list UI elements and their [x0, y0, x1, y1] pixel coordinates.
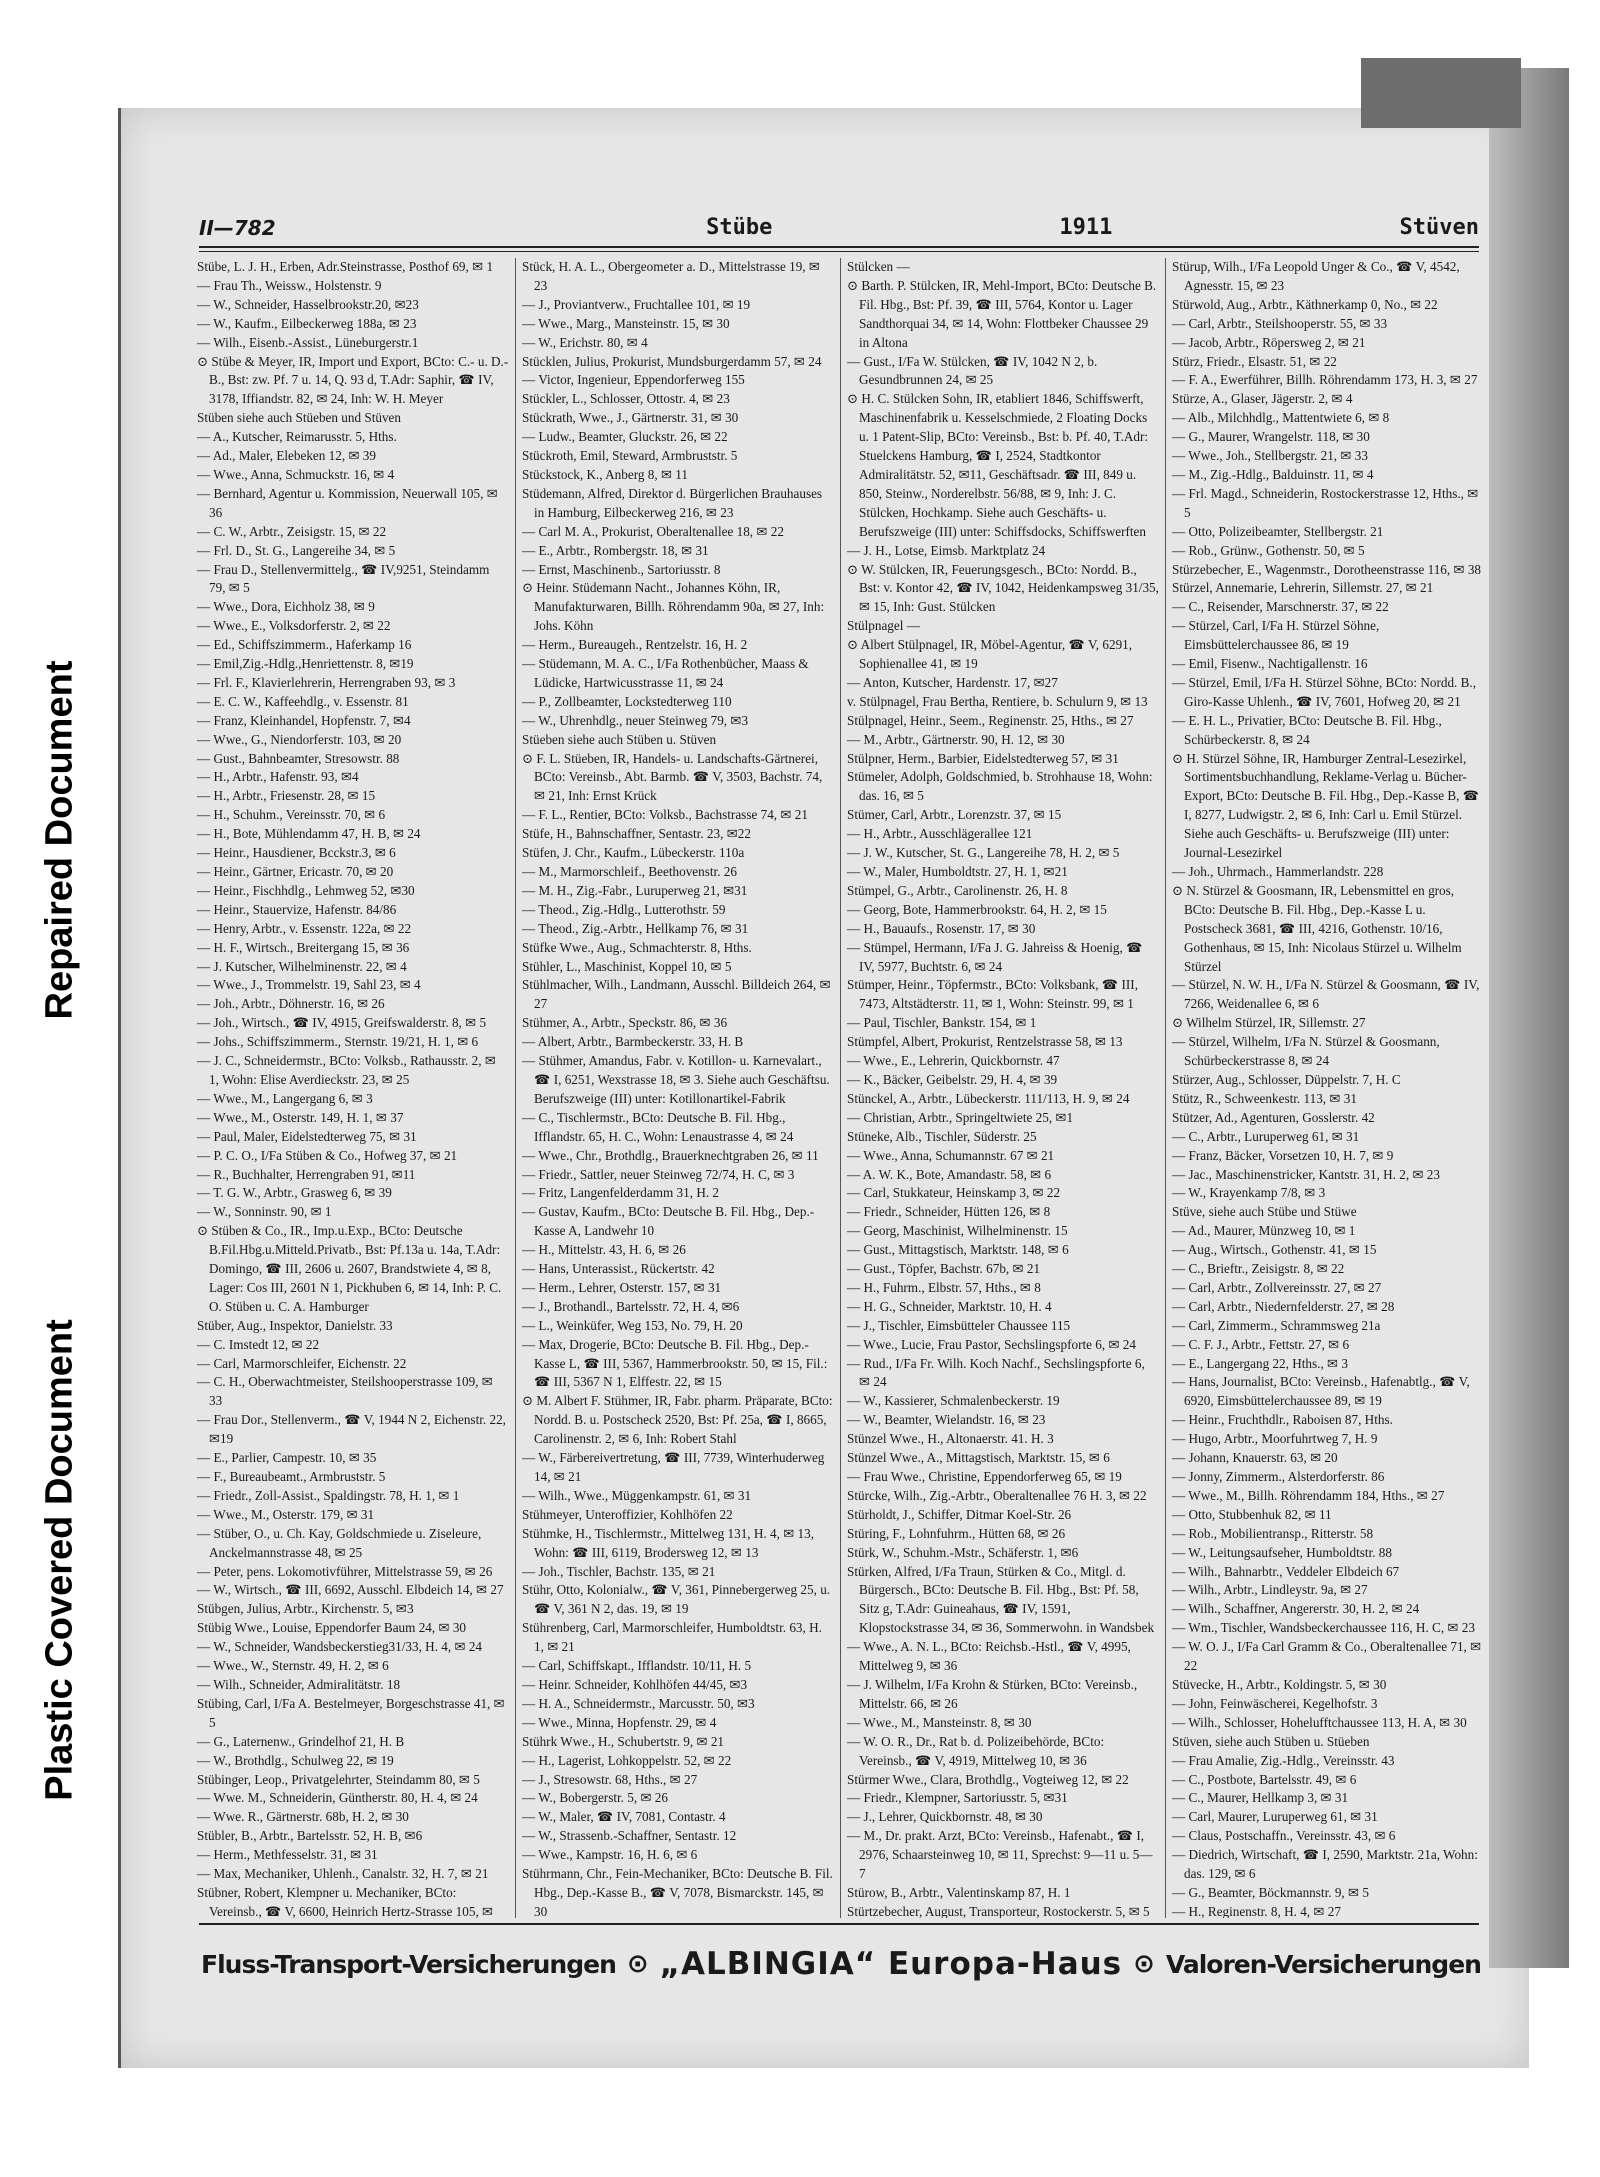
directory-entry: — Friedr., Sattler, neuer Steinweg 72/74, H. C, ✉ 3 [522, 1166, 795, 1182]
side-label-bar [0, 0, 120, 2177]
directory-entry: — M., Arbtr., Gärtnerstr. 90, H. 12, ✉ 30 [847, 731, 1065, 747]
directory-columns [191, 258, 1491, 1918]
directory-entry: — Wwe., Anna, Schmuckstr. 16, ✉ 4 [197, 466, 395, 482]
directory-entry: — Hugo, Arbtr., Moorfuhrtweg 7, H. 9 [1172, 1431, 1378, 1447]
header-rule-thin [199, 251, 1479, 252]
directory-entry: — Wwe., M., Mansteinstr. 8, ✉ 30 [847, 1714, 1032, 1730]
directory-entry: Stümpfel, Albert, Prokurist, Rentzelstrasse 58, ✉ 13 [847, 1034, 1123, 1050]
directory-entry: Stümeler, Adolph, Goldschmied, b. Strohhause 18, Wohn: das. 16, ✉ 5 [847, 769, 1153, 804]
directory-entry: — W., Wirtsch., ☎ III, 6692, Ausschl. Elbdeich 14, ✉ 27 [197, 1582, 504, 1598]
directory-entry: — Frau Amalie, Zig.-Hdlg., Vereinsstr. 43 [1172, 1752, 1395, 1768]
directory-entry: — Wwe. M., Schneiderin, Güntherstr. 80, H. 4, ✉ 24 [197, 1790, 478, 1806]
directory-entry: — Peter, pens. Lokomotivführer, Mittelstrasse 59, ✉ 26 [197, 1563, 493, 1579]
directory-entry: — Wilh., Schneider, Admiralitätstr. 18 [197, 1676, 401, 1692]
directory-column-4 [1166, 258, 1491, 1918]
directory-entry: — Gust., Bahnbeamter, Stresowstr. 88 [197, 750, 400, 766]
directory-column-1 [191, 258, 516, 1918]
directory-entry: — Heinr., Stauervize, Hafenstr. 84/86 [197, 901, 397, 917]
directory-entry: — Carl, Zimmerm., Schrammsweg 21a [1172, 1317, 1381, 1333]
directory-entry: — H., Bote, Mühlendamm 47, H. B, ✉ 24 [197, 826, 421, 842]
directory-entry: — Fritz, Langenfelderdamm 31, H. 2 [522, 1185, 720, 1201]
directory-entry: — Wwe., Lucie, Frau Pastor, Sechslingspforte 6, ✉ 24 [847, 1336, 1136, 1352]
directory-entry: — M., Dr. prakt. Arzt, BCto: Vereinsb., Hafenabt., ☎ I, 2976, Schaarsteinweg 10, ✉ 11, Sprechst: 9—11 u. 5—7 [847, 1828, 1153, 1882]
directory-entry: — Rob., Grünw., Gothenstr. 50, ✉ 5 [1172, 542, 1365, 558]
directory-entry: Stürzel, Annemarie, Lehrerin, Sillemstr. 27, ✉ 21 [1172, 580, 1434, 596]
directory-entry: — W., Maler, ☎ IV, 7081, Contastr. 4 [522, 1809, 726, 1825]
directory-entry: — Rud., I/Fa Fr. Wilh. Koch Nachf., Sechslingspforte 6, ✉ 24 [847, 1355, 1145, 1390]
directory-entry: Stührk Wwe., H., Schubertstr. 9, ✉ 21 [522, 1733, 725, 1749]
directory-entry: Stübgen, Julius, Arbtr., Kirchenstr. 5, ✉3 [197, 1601, 414, 1617]
directory-entry: — Friedr., Schneider, Hütten 126, ✉ 8 [847, 1204, 1051, 1220]
directory-entry: — Heinr., Fruchthdlr., Raboisen 87, Hths. [1172, 1412, 1393, 1428]
directory-entry: Stümpel, G., Arbtr., Carolinenstr. 26, H. 8 [847, 882, 1068, 898]
directory-entry: — Carl, Marmorschleifer, Eichenstr. 22 [197, 1355, 407, 1371]
directory-entry: — W., Beamter, Wielandstr. 16, ✉ 23 [847, 1412, 1046, 1428]
directory-entry: — J., Stresowstr. 68, Hths., ✉ 27 [522, 1771, 698, 1787]
directory-entry: Stüfke Wwe., Aug., Schmachterstr. 8, Hths. [522, 939, 752, 955]
directory-entry: — J. Kutscher, Wilhelminenstr. 22, ✉ 4 [197, 958, 407, 974]
directory-entry: — W., Krayenkamp 7/8, ✉ 3 [1172, 1185, 1326, 1201]
directory-entry: — W., Färbereivertretung, ☎ III, 7739, Winterhuderweg 14, ✉ 21 [522, 1450, 825, 1484]
directory-entry: — C., Postbote, Bartelsstr. 49, ✉ 6 [1172, 1771, 1357, 1787]
directory-entry: — Carl M. A., Prokurist, Oberaltenallee 18, ✉ 22 [522, 523, 784, 539]
header-first-word: Stübe [706, 215, 773, 240]
directory-entry: Stühmer, A., Arbtr., Speckstr. 86, ✉ 36 [522, 1015, 728, 1031]
directory-entry: — C. W., Arbtr., Zeisigstr. 15, ✉ 22 [197, 523, 387, 539]
directory-entry: — H., Bauaufs., Rosenstr. 17, ✉ 30 [847, 920, 1036, 936]
directory-entry: — C. Imstedt 12, ✉ 22 [197, 1336, 320, 1352]
directory-entry: Stühlmacher, Wilh., Landmann, Ausschl. Billdeich 264, ✉ 27 [522, 977, 831, 1012]
directory-entry: ⊙ W. Stülcken, IR, Feuerungsgesch., BCto: Nordd. B., Bst: v. Kontor 42, ☎ IV, 1042, Heidenkampsweg 31/35, ✉ 15, Inh: Gust. Stülcken [847, 561, 1159, 615]
directory-entry: — L., Weinküfer, Weg 153, No. 79, H. 20 [522, 1317, 743, 1333]
directory-entry: Stührmann, Chr., Fein-Mechaniker, BCto: Deutsche B. Fil. Hbg., Dep.-Kasse B., ☎ V, 7078, Bismarckstr. 145, ✉ 30 [522, 1866, 833, 1918]
directory-entry: Stücklen, Julius, Prokurist, Mundsburgerdamm 57, ✉ 24 [522, 353, 822, 369]
directory-entry: ⊙ N. Stürzel & Goosmann, IR, Lebensmittel en gros, BCto: Deutsche B. Fil. Hbg., Dep.-Kasse L u. Postscheck 3681, ☎ III, 4216, Gothenstr. 10/16, Gothenhaus, ✉ 15, Inh: Nicolaus Stürzel u. Wilhelm Stürzel [1172, 882, 1462, 974]
directory-entry: — W., Strassenb.-Schaffner, Sentastr. 12 [522, 1828, 737, 1844]
directory-entry: — Hans, Unterassist., Rückertstr. 42 [522, 1261, 715, 1277]
directory-entry: — Wilh., Bahnarbtr., Veddeler Elbdeich 67 [1172, 1563, 1400, 1579]
directory-entry: Stünckel, A., Arbtr., Lübeckerstr. 111/113, H. 9, ✉ 24 [847, 1090, 1130, 1106]
directory-entry: ⊙ H. C. Stülcken Sohn, IR, etabliert 1846, Schiffswerft, Maschinenfabrik u. Kesselschmiede, 2 Floating Docks u. 1 Patent-Slip, BCto: Vereinsb., Bst: b. Pf. 40, T.Adr: Stuelckens Hamburg, ☎ I, 2524, Stadtkontor Admiralitätstr. 52, ✉11, Geschäftsadr. ☎ III, 849 u. 850, Steinw., Norderelbstr. 56/88, ✉ 9, Inh: J. C. Stülcken, Hochkamp. Siehe auch Geschäfts- u. Berufszweige (III) unter: Schiffsdocks, Schiffswerften [847, 391, 1149, 539]
directory-entry: Stück, H. A. L., Obergeometer a. D., Mittelstrasse 19, ✉ 23 [522, 259, 820, 293]
directory-entry: — Otto, Polizeibeamter, Stellbergstr. 21 [1172, 523, 1384, 539]
directory-entry: — Jonny, Zimmerm., Alsterdorferstr. 86 [1172, 1469, 1385, 1484]
directory-entry: — Diedrich, Wirtschaft, ☎ I, 2590, Marktstr. 21a, Wohn: das. 129, ✉ 6 [1172, 1847, 1478, 1882]
directory-entry: — Carl, Maurer, Luruperweg 61, ✉ 31 [1172, 1809, 1378, 1825]
directory-entry: — F. A., Ewerführer, Billh. Röhrendamm 173, H. 3, ✉ 27 [1172, 372, 1478, 388]
directory-entry: — Rob., Mobilientransp., Ritterstr. 58 [1172, 1525, 1374, 1541]
directory-entry: — H., Reginenstr. 8, H. 4, ✉ 27 [1172, 1903, 1341, 1918]
directory-entry: Stüring, F., Lohnfuhrm., Hütten 68, ✉ 26 [847, 1525, 1066, 1541]
directory-entry: — Wm., Tischler, Wandsbeckerchaussee 116, H. C, ✉ 23 [1172, 1620, 1475, 1636]
directory-entry: — Jacob, Arbtr., Röpersweg 2, ✉ 21 [1172, 334, 1366, 350]
directory-entry: Stürken, Alfred, I/Fa Traun, Stürken & Co., Mitgl. d. Bürgersch., BCto: Deutsche B. Fil. Hbg., Bst: Pf. 58, Sitz g, T.Adr: Guineahaus, ☎ IV, 1591, Klopstockstrasse 34, ✉ 36, Sommerwohn. in Wandsbek [847, 1563, 1155, 1636]
directory-entry: Stübinger, Leop., Privatgelehrter, Steindamm 80, ✉ 5 [197, 1771, 480, 1787]
directory-entry: — Wwe., G., Niendorferstr. 103, ✉ 20 [197, 731, 402, 747]
directory-entry: — Friedr., Zoll-Assist., Spaldingstr. 78, H. 1, ✉ 1 [197, 1487, 460, 1503]
page-corner-shadow [1361, 58, 1521, 128]
directory-entry: — Wwe., Chr., Brothdlg., Brauerknechtgraben 26, ✉ 11 [522, 1147, 819, 1163]
directory-entry: — P. C. O., I/Fa Stüben & Co., Hofweg 37, ✉ 21 [197, 1147, 458, 1163]
directory-entry: — W., Leitungsaufseher, Humboldtstr. 88 [1172, 1544, 1392, 1560]
directory-entry: Stürze, A., Glaser, Jägerstr. 2, ✉ 4 [1172, 391, 1353, 407]
directory-entry: — G., Beamter, Böckmannstr. 9, ✉ 5 [1172, 1884, 1369, 1900]
directory-entry: — M. H., Zig.-Fabr., Luruperweg 21, ✉31 [522, 882, 748, 898]
directory-entry: Stümer, Carl, Arbtr., Lorenzstr. 37, ✉ 15 [847, 807, 1062, 823]
directory-entry: — Wwe., Joh., Stellbergstr. 21, ✉ 33 [1172, 448, 1368, 464]
directory-entry: — Wilh., Eisenb.-Assist., Lüneburgerstr.1 [197, 334, 419, 350]
directory-entry: — Herm., Bureaugeh., Rentzelstr. 16, H. 2 [522, 637, 748, 653]
header-year: 1911 [1059, 215, 1113, 240]
directory-entry: — W., Uhrenhdlg., neuer Steinweg 79, ✉3 [522, 712, 749, 728]
directory-entry: — T. G. W., Arbtr., Grasweg 6, ✉ 39 [197, 1185, 392, 1201]
directory-entry: — Bernhard, Agentur u. Kommission, Neuerwall 105, ✉ 36 [197, 485, 498, 520]
header-last-word: Stüven [1399, 215, 1479, 240]
directory-entry: Stühler, L., Maschinist, Koppel 10, ✉ 5 [522, 958, 732, 974]
directory-entry: — Stürzel, Emil, I/Fa H. Stürzel Söhne, BCto: Nordd. B., Giro-Kasse Uhlenh., ☎ IV, 7601, Hofweg 20, ✉ 21 [1172, 674, 1477, 709]
directory-entry: Stüven, siehe auch Stüben u. Stüeben [1172, 1733, 1370, 1749]
directory-entry: — Carl, Schiffskapt., Ifflandstr. 10/11, H. 5 [522, 1658, 752, 1674]
directory-entry: Stüfen, J. Chr., Kaufm., Lübeckerstr. 110a [522, 845, 745, 861]
header-rule [199, 246, 1479, 248]
directory-entry: Stübig Wwe., Louise, Eppendorfer Baum 24, ✉ 30 [197, 1620, 467, 1636]
directory-entry: — H. F., Wirtsch., Breitergang 15, ✉ 36 [197, 939, 410, 955]
footer-rule [199, 1923, 1479, 1925]
directory-entry: — J., Brothandl., Bartelsstr. 72, H. 4, ✉6 [522, 1298, 740, 1314]
directory-entry: Stürz, Friedr., Elsastr. 51, ✉ 22 [1172, 353, 1337, 369]
directory-entry: — H., Lagerist, Lohkoppelstr. 52, ✉ 22 [522, 1752, 732, 1768]
directory-entry: — W., Kaufm., Eilbeckerweg 188a, ✉ 23 [197, 315, 417, 331]
directory-entry: v. Stülpnagel, Frau Bertha, Rentiere, b. Schulurn 9, ✉ 13 [847, 693, 1148, 709]
directory-entry: Stürk, W., Schuhm.-Mstr., Schäferstr. 1, ✉6 [847, 1544, 1079, 1560]
directory-entry: Stühmeyer, Unteroffizier, Kohlhöfen 22 [522, 1506, 733, 1522]
directory-entry: Stürzer, Aug., Schlosser, Düppelstr. 7, H. C [1172, 1071, 1401, 1087]
directory-entry: — J., Proviantverw., Fruchtallee 101, ✉ 19 [522, 296, 751, 312]
directory-entry: — Wilh., Arbtr., Lindleystr. 9a, ✉ 27 [1172, 1582, 1368, 1598]
directory-entry: — Stümpel, Hermann, I/Fa J. G. Jahreiss & Hoenig, ☎ IV, 5977, Buchtstr. 6, ✉ 24 [847, 939, 1143, 974]
directory-entry: — Wwe., J., Trommelstr. 19, Sahl 23, ✉ 4 [197, 977, 421, 993]
directory-entry: — Carl, Arbtr., Steilshooperstr. 55, ✉ 33 [1172, 315, 1388, 331]
directory-entry: — Carl, Arbtr., Zollvereinsstr. 27, ✉ 27 [1172, 1279, 1382, 1295]
directory-entry: — W., Brothdlg., Schulweg 22, ✉ 19 [197, 1752, 394, 1768]
directory-entry: — W. O. R., Dr., Rat b. d. Polizeibehörde, BCto: Vereinsb., ☎ V, 4919, Mittelweg 10, ✉ 36 [847, 1733, 1105, 1768]
directory-entry: Stürmer Wwe., Clara, Brothdlg., Vogteiweg 12, ✉ 22 [847, 1771, 1129, 1787]
directory-entry: — Claus, Postschaffn., Vereinsstr. 43, ✉ 6 [1172, 1828, 1396, 1844]
directory-entry: — W., Erichstr. 80, ✉ 4 [522, 334, 648, 350]
footer-right-text: Valoren-Versicherungen [1165, 1949, 1481, 1979]
directory-entry: — C., Tischlermstr., BCto: Deutsche B. Fil. Hbg., Ifflandstr. 65, H. C., Wohn: Lenaustrasse 4, ✉ 24 [522, 1109, 794, 1144]
directory-entry: — W., Schneider, Hasselbrookstr.20, ✉23 [197, 296, 419, 312]
footer-left-text: Fluss-Transport-Versicherungen [201, 1949, 616, 1979]
directory-entry: — Max, Mechaniker, Uhlenh., Canalstr. 32, H. 7, ✉ 21 [197, 1866, 489, 1882]
directory-entry: Stülpner, Herm., Barbier, Eidelstedterweg 57, ✉ 31 [847, 750, 1119, 766]
directory-entry: — Theod., Zig.-Arbtr., Hellkamp 76, ✉ 31 [522, 920, 749, 936]
directory-entry: — Heinr., Hausdiener, Bcckstr.3, ✉ 6 [197, 845, 396, 861]
directory-entry: Stürup, Wilh., I/Fa Leopold Unger & Co., ☎ V, 4542, Agnesstr. 15, ✉ 23 [1172, 259, 1460, 293]
directory-entry: — J. W., Kutscher, St. G., Langereihe 78, H. 2, ✉ 5 [847, 845, 1120, 861]
directory-entry: — Wwe., M., Osterstr. 149, H. 1, ✉ 37 [197, 1109, 404, 1125]
directory-entry: — Anton, Kutscher, Hardenstr. 17, ✉27 [847, 674, 1058, 690]
directory-entry: — C., Arbtr., Luruperweg 61, ✉ 31 [1172, 1128, 1360, 1144]
directory-entry: — Stürzel, Carl, I/Fa H. Stürzel Söhne, Eimsbüttelerchaussee 86, ✉ 19 [1172, 618, 1380, 653]
directory-entry: — Wwe., Kampstr. 16, H. 6, ✉ 6 [522, 1847, 698, 1863]
directory-entry: Stüeben siehe auch Stüben u. Stüven [522, 731, 717, 747]
directory-entry: — Wwe., Anna, Schumannstr. 67 ✉ 21 [847, 1147, 1055, 1163]
directory-entry: — C., Reisender, Marschnerstr. 37, ✉ 22 [1172, 599, 1389, 615]
directory-entry: — Frau D., Stellenvermittelg., ☎ IV,9251, Steindamm 79, ✉ 5 [197, 561, 490, 596]
directory-entry: — Heinr., Gärtner, Ericastr. 70, ✉ 20 [197, 864, 394, 879]
directory-entry: Stückrath, Wwe., J., Gärtnerstr. 31, ✉ 30 [522, 410, 739, 426]
directory-entry: Stübler, B., Arbtr., Bartelsstr. 52, H. B, ✉6 [197, 1828, 423, 1844]
directory-entry: — Joh., Wirtsch., ☎ IV, 4915, Greifswalderstr. 8, ✉ 5 [197, 1015, 487, 1031]
directory-entry: — Carl, Arbtr., Niedernfelderstr. 27, ✉ 28 [1172, 1298, 1395, 1314]
directory-entry: — Gust., I/Fa W. Stülcken, ☎ IV, 1042 N 2, b. Gesundbrunnen 24, ✉ 25 [847, 353, 1098, 388]
page-number: II—782 [199, 216, 276, 240]
directory-entry: — Wwe., A. N. L., BCto: Reichsb.-Hstl., ☎ V, 4995, Mittelweg 9, ✉ 36 [847, 1639, 1131, 1674]
directory-entry: ⊙ Barth. P. Stülcken, IR, Mehl-Import, BCto: Deutsche B. Fil. Hbg., Bst: Pf. 39, ☎ III, 5764, Kontor u. Lager Sandthorquai 34, ✉ 14, Wohn: Flottbeker Chaussee 29 in Altona [847, 277, 1157, 350]
directory-entry: Stützer, Ad., Agenturen, Gosslerstr. 42 [1172, 1109, 1375, 1125]
directory-entry: ⊙ F. L. Stüeben, IR, Handels- u. Landschafts-Gärtnerei, BCto: Vereinsb., Abt. Barmb. ☎ V, 3503, Bachstr. 74, ✉ 21, Inh: Ernst Krück [522, 750, 823, 804]
directory-entry: Stülpnagel — [847, 618, 920, 634]
directory-entry: — Wwe., Marg., Mansteinstr. 15, ✉ 30 [522, 315, 730, 331]
directory-entry: — P., Zollbeamter, Lockstedterweg 110 [522, 693, 732, 709]
directory-entry: — J., Tischler, Eimsbütteler Chaussee 115 [847, 1317, 1071, 1333]
directory-entry: — G., Laternenw., Grindelhof 21, H. B [197, 1733, 405, 1749]
directory-entry: Stümper, Heinr., Töpfermstr., BCto: Volksbank, ☎ III, 7473, Altstädterstr. 11, ✉ 1, Wohn: Steinstr. 99, ✉ 1 [847, 977, 1138, 1012]
directory-entry: — Wwe., M., Langergang 6, ✉ 3 [197, 1090, 373, 1106]
repaired-document-label: Repaired Document [38, 660, 81, 1020]
directory-entry: — Wilh., Wwe., Müggenkampstr. 61, ✉ 31 [522, 1487, 752, 1503]
directory-entry: — Ed., Schiffszimmerm., Haferkamp 16 [197, 637, 412, 653]
directory-entry: — Ad., Maurer, Münzweg 10, ✉ 1 [1172, 1223, 1356, 1239]
directory-entry: — Wwe., M., Osterstr. 179, ✉ 31 [197, 1506, 375, 1522]
advertising-footer [201, 1936, 1481, 1992]
directory-entry: — F. L., Rentier, BCto: Volksb., Bachstrasse 74, ✉ 21 [522, 807, 808, 823]
directory-entry: — Ludw., Beamter, Gluckstr. 26, ✉ 22 [522, 429, 728, 445]
directory-entry: — John, Feinwäscherei, Kegelhofstr. 3 [1172, 1695, 1378, 1711]
directory-entry: — W., Schneider, Wandsbeckerstieg31/33, H. 4, ✉ 24 [197, 1639, 483, 1655]
directory-entry: — R., Buchhalter, Herrengraben 91, ✉11 [197, 1166, 416, 1182]
directory-entry: — C. H., Oberwachtmeister, Steilshooperstrasse 109, ✉ 33 [197, 1374, 493, 1409]
directory-entry: ⊙ Albert Stülpnagel, IR, Möbel-Agentur, ☎ V, 6291, Sophienallee 41, ✉ 19 [847, 637, 1133, 672]
directory-entry: — Emil,Zig.-Hdlg.,Henriettenstr. 8, ✉19 [197, 656, 414, 672]
directory-entry: — Georg, Maschinist, Wilhelminenstr. 15 [847, 1223, 1068, 1239]
directory-entry: — Otto, Stubbenhuk 82, ✉ 11 [1172, 1506, 1332, 1522]
directory-entry: — Joh., Arbtr., Döhnerstr. 16, ✉ 26 [197, 996, 385, 1012]
directory-entry: Stüneke, Alb., Tischler, Süderstr. 25 [847, 1128, 1037, 1144]
directory-entry: — E. C. W., Kaffeehdlg., v. Essenstr. 81 [197, 693, 409, 709]
directory-entry: — H. G., Schneider, Marktstr. 10, H. 4 [847, 1298, 1052, 1314]
directory-entry: — F., Bureaubeamt., Armbruststr. 5 [197, 1469, 386, 1484]
directory-entry: ⊙ Wilhelm Stürzel, IR, Sillemstr. 27 [1172, 1015, 1366, 1031]
directory-entry: — E., Arbtr., Rombergstr. 18, ✉ 31 [522, 542, 709, 558]
directory-entry: — Wwe., M., Billh. Röhrendamm 184, Hths., ✉ 27 [1172, 1487, 1445, 1503]
directory-entry: — Johann, Knauerstr. 63, ✉ 20 [1172, 1450, 1338, 1466]
directory-entry: — Heinr. Schneider, Kohlhöfen 44/45, ✉3 [522, 1676, 748, 1692]
directory-entry: — H., Arbtr., Friesenstr. 28, ✉ 15 [197, 788, 376, 804]
directory-entry: — Heinr., Fischhdlg., Lehmweg 52, ✉30 [197, 882, 415, 898]
directory-entry: — Wwe., Dora, Eichholz 38, ✉ 9 [197, 599, 375, 615]
directory-entry: — M., Zig.-Hdlg., Balduinstr. 11, ✉ 4 [1172, 466, 1374, 482]
directory-entry: — Aug., Wirtsch., Gothenstr. 41, ✉ 15 [1172, 1242, 1377, 1258]
directory-entry: — Wwe., E., Volksdorferstr. 2, ✉ 22 [197, 618, 391, 634]
directory-entry: Stübner, Robert, Klempner u. Mechaniker, BCto: Vereinsb., ☎ V, 6600, Heinrich Hertz-Strasse 105, ✉ [197, 1884, 494, 1918]
directory-entry: Stüve, siehe auch Stübe und Stüwe [1172, 1204, 1357, 1220]
directory-entry: — H., Arbtr., Ausschlägerallee 121 [847, 826, 1033, 842]
directory-column-2 [516, 258, 841, 1918]
directory-entry: — Wwe., W., Sternstr. 49, H. 2, ✉ 6 [197, 1658, 389, 1674]
directory-entry: — Joh., Uhrmach., Hammerlandstr. 228 [1172, 864, 1384, 879]
directory-entry: ⊙ Stübe & Meyer, IR, Import und Export, BCto: C.- u. D.-B., Bst: zw. Pf. 7 u. 14, Q. 93 d, T.Adr: Saphir, ☎ IV, 3178, Iffiandstr. 82, ✉ 24, Inh: W. H. Meyer [197, 353, 509, 407]
page-shadow-edge [1489, 68, 1569, 1968]
directory-entry: — Gustav, Kaufm., BCto: Deutsche B. Fil. Hbg., Dep.-Kasse A, Landwehr 10 [522, 1204, 815, 1239]
directory-entry: ⊙ H. Stürzel Söhne, IR, Hamburger Zentral-Lesezirkel, Sortimentsbuchhandlung, Reklame-Verlag u. Bücher-Export, BCto: Deutsche B. Fil. Hbg., Dep.-Kasse B, ☎ I, 8277, Ludwigstr. 2, ✉ 6, Inh: Carl u. Emil Stürzel. Siehe auch Geschäfts- u. Berufszweige (III) unter: Journal-Lesezirkel [1172, 750, 1480, 861]
directory-entry: Stückroth, Emil, Steward, Armbruststr. 5 [522, 448, 738, 464]
directory-entry: — Victor, Ingenieur, Eppendorferweg 155 [522, 372, 745, 388]
directory-entry: — Stühmer, Amandus, Fabr. v. Kotillon- u. Karnevalart., ☎ I, 6251, Wexstrasse 18, ✉ 3. Siehe auch Geschäftsu. Berufszweige (III) unter: Kotillonartikel-Fabrik [522, 1053, 830, 1106]
directory-entry: Stüben siehe auch Stüeben und Stüven [197, 410, 402, 426]
directory-entry: — Joh., Tischler, Bachstr. 135, ✉ 21 [522, 1563, 716, 1579]
directory-entry: — Wilh., Schlosser, Hohelufftchaussee 113, H. A, ✉ 30 [1172, 1714, 1467, 1730]
directory-column-3 [841, 258, 1166, 1918]
directory-entry: — Stüdemann, M. A. C., I/Fa Rothenbücher, Maass & Lüdicke, Hartwicusstrasse 11, ✉ 24 [522, 656, 809, 690]
directory-entry: ⊙ Stüben & Co., IR., Imp.u.Exp., BCto: Deutsche B.Fil.Hbg.u.Mitteld.Privatb., Bst: Pf.13a u. 14a, T.Adr: Domingo, ☎ III, 2606 u. 2607, Brandstwiete 4, ✉ 8, Lager: Cos III, 2601 N 1, Pickhuben 6, ✉ 14, Inh: P. C. O. Stüben u. C. A. Hamburger [197, 1223, 502, 1314]
directory-entry: — Herm., Methfesselstr. 31, ✉ 31 [197, 1847, 378, 1863]
directory-entry: Stühr, Otto, Kolonialw., ☎ V, 361, Pinnebergerweg 25, u. ☎ V, 361 N 2, das. 19, ✉ 19 [522, 1582, 831, 1617]
directory-entry: — Paul, Tischler, Bankstr. 154, ✉ 1 [847, 1015, 1037, 1031]
directory-entry: — Emil, Fisenw., Nachtigallenstr. 16 [1172, 656, 1368, 672]
directory-entry: — W., Kassierer, Schmalenbeckerstr. 19 [847, 1393, 1060, 1409]
directory-entry: — Wwe., Minna, Hopfenstr. 29, ✉ 4 [522, 1714, 717, 1730]
directory-entry: — Gust., Mittagstisch, Marktstr. 148, ✉ 6 [847, 1242, 1069, 1258]
directory-entry: — C., Brieftr., Zeisigstr. 8, ✉ 22 [1172, 1261, 1345, 1277]
directory-entry: Stückler, L., Schlosser, Ottostr. 4, ✉ 23 [522, 391, 730, 407]
page-header [199, 198, 1479, 240]
directory-entry: — H., Schuhm., Vereinsstr. 70, ✉ 6 [197, 807, 386, 823]
directory-entry: Stütz, R., Schweenkestr. 113, ✉ 31 [1172, 1090, 1357, 1106]
directory-entry: — A., Kutscher, Reimarusstr. 5, Hths. [197, 429, 397, 445]
directory-entry: — Georg, Bote, Hammerbrookstr. 64, H. 2, ✉ 15 [847, 901, 1107, 917]
directory-entry: Stüfe, H., Bahnschaffner, Sentastr. 23, ✉22 [522, 826, 751, 842]
directory-entry: — Frau Dor., Stellenverm., ☎ V, 1944 N 2, Eichenstr. 22, ✉19 [197, 1412, 506, 1447]
directory-entry: — Paul, Maler, Eidelstedterweg 75, ✉ 31 [197, 1128, 417, 1144]
directory-entry: — Frl. D., St. G., Langereihe 34, ✉ 5 [197, 542, 396, 558]
footer-separator-2: ⊙ [1133, 1949, 1155, 1979]
directory-entry: — Stüber, O., u. Ch. Kay, Goldschmiede u. Ziseleure, Anckelmannstrasse 48, ✉ 25 [197, 1525, 482, 1560]
directory-entry: — Franz, Kleinhandel, Hopfenstr. 7, ✉4 [197, 712, 411, 728]
directory-entry: ⊙ Heinr. Stüdemann Nacht., Johannes Köhn, IR, Manufakturwaren, Billh. Röhrendamm 90a, ✉ 27, Inh: Johs. Köhn [522, 580, 825, 634]
directory-entry: Stühmke, H., Tischlermstr., Mittelweg 131, H. 4, ✉ 13, Wohn: ☎ III, 6119, Brodersweg 12, ✉ 13 [522, 1525, 815, 1560]
directory-entry: — K., Bäcker, Geibelstr. 29, H. 4, ✉ 39 [847, 1071, 1058, 1087]
directory-entry: — Stürzel, Wilhelm, I/Fa N. Stürzel & Goosmann, Schürbeckerstrasse 8, ✉ 24 [1172, 1034, 1440, 1069]
footer-center-text: „ALBINGIA“ Europa-Haus [659, 1946, 1123, 1982]
directory-entry: — G., Maurer, Wrangelstr. 118, ✉ 30 [1172, 429, 1370, 445]
directory-entry: — Frl. Magd., Schneiderin, Rostockerstrasse 12, Hths., ✉ 5 [1172, 485, 1479, 520]
directory-entry: — Herm., Lehrer, Osterstr. 157, ✉ 31 [522, 1279, 722, 1295]
directory-entry: — Frl. F., Klavierlehrerin, Herrengraben 93, ✉ 3 [197, 674, 456, 690]
directory-entry: — Albert, Arbtr., Barmbeckerstr. 33, H. B [522, 1034, 744, 1050]
directory-entry: — Wilh., Schaffner, Angererstr. 30, H. 2, ✉ 24 [1172, 1601, 1420, 1617]
directory-entry: — Wwe., E., Lehrerin, Quickbornstr. 47 [847, 1053, 1060, 1069]
directory-entry: — E., Parlier, Campestr. 10, ✉ 35 [197, 1450, 377, 1466]
directory-entry: — W., Maler, Humboldtstr. 27, H. 1, ✉21 [847, 864, 1068, 879]
directory-entry: — Max, Drogerie, BCto: Deutsche B. Fil. Hbg., Dep.-Kasse L, ☎ III, 5367, Hammerbrookstr. 50, ✉ 15, Fil.: ☎ III, 5367 N 1, Elffestr. 22, ✉ 15 [522, 1336, 828, 1390]
directory-entry: — J. Wilhelm, I/Fa Krohn & Stürken, BCto: Vereinsb., Mittelstr. 66, ✉ 26 [847, 1676, 1138, 1711]
directory-entry: — E., Langergang 22, Hths., ✉ 3 [1172, 1355, 1348, 1371]
directory-entry: Stüvecke, H., Arbtr., Koldingstr. 5, ✉ 30 [1172, 1676, 1387, 1692]
directory-entry: Stünzel Wwe., H., Altonaerstr. 41. H. 3 [847, 1431, 1054, 1447]
plastic-covered-document-label: Plastic Covered Document [38, 1319, 81, 1801]
directory-entry: — Friedr., Klempner, Sartoriusstr. 5, ✉31 [847, 1790, 1068, 1806]
directory-entry: — H., Arbtr., Hafenstr. 93, ✉4 [197, 769, 359, 785]
directory-entry: Stünzel Wwe., A., Mittagstisch, Marktstr. 15, ✉ 6 [847, 1450, 1110, 1466]
directory-entry: Stürwold, Aug., Arbtr., Käthnerkamp 0, No., ✉ 22 [1172, 296, 1438, 312]
directory-entry: — Theod., Zig.-Hdlg., Lutterothstr. 59 [522, 901, 726, 917]
directory-entry: — Christian, Arbtr., Springeltwiete 25, ✉1 [847, 1109, 1074, 1125]
directory-entry: — Ernst, Maschinenb., Sartoriusstr. 8 [522, 561, 721, 577]
directory-entry: — H., Mittelstr. 43, H. 6, ✉ 26 [522, 1242, 686, 1258]
directory-entry: Stürholdt, J., Schiffer, Ditmar Koel-Str. 26 [847, 1506, 1072, 1522]
directory-entry: Stüdemann, Alfred, Direktor d. Bürgerlichen Brauhauses in Hamburg, Eilbeckerweg 216, ✉ 23 [522, 485, 823, 520]
directory-entry: — Frau Wwe., Christine, Eppendorferweg 65, ✉ 19 [847, 1469, 1122, 1484]
directory-entry: — M., Marmorschleif., Beethovenstr. 26 [522, 864, 737, 879]
directory-entry: — H. A., Schneidermstr., Marcusstr. 50, ✉3 [522, 1695, 755, 1711]
directory-entry: — Gust., Töpfer, Bachstr. 67b, ✉ 21 [847, 1261, 1041, 1277]
directory-entry: — W. O. J., I/Fa Carl Gramm & Co., Oberaltenallee 71, ✉ 22 [1172, 1639, 1482, 1674]
directory-entry: — Johs., Schiffszimmerm., Sternstr. 19/21, H. 1, ✉ 6 [197, 1034, 479, 1050]
directory-entry: — Carl, Stukkateur, Heinskamp 3, ✉ 22 [847, 1185, 1061, 1201]
directory-entry: Stülpnagel, Heinr., Seem., Reginenstr. 25, Hths., ✉ 27 [847, 712, 1134, 728]
directory-entry: — Stürzel, N. W. H., I/Fa N. Stürzel & Goosmann, ☎ IV, 7266, Weidenallee 6, ✉ 6 [1172, 977, 1480, 1012]
directory-entry: Stürow, B., Arbtr., Valentinskamp 87, H. 1 [847, 1884, 1071, 1900]
directory-entry: — Henry, Arbtr., v. Essenstr. 122a, ✉ 22 [197, 920, 412, 936]
directory-entry: — C., Maurer, Hellkamp 3, ✉ 31 [1172, 1790, 1349, 1806]
directory-entry: — J. H., Lotse, Eimsb. Marktplatz 24 [847, 542, 1046, 558]
directory-entry: — Hans, Journalist, BCto: Vereinsb., Hafenabtlg., ☎ V, 6920, Eimsbüttelerchaussee 89, ✉ 19 [1172, 1374, 1470, 1409]
directory-entry: Stührenberg, Carl, Marmorschleifer, Humboldtstr. 63, H. 1, ✉ 21 [522, 1620, 822, 1655]
directory-page [118, 108, 1529, 2068]
directory-entry: Stürtzebecher, August, Transporteur, Rostockerstr. 5, ✉ 5 [847, 1903, 1150, 1918]
directory-entry: — C. F. J., Arbtr., Fettstr. 27, ✉ 6 [1172, 1336, 1350, 1352]
directory-entry: Stülcken — [847, 259, 910, 274]
directory-entry: — W., Bobergerstr. 5, ✉ 26 [522, 1790, 668, 1806]
directory-entry: — W., Sonninstr. 90, ✉ 1 [197, 1204, 332, 1220]
directory-entry: Stüber, Aug., Inspektor, Danielstr. 33 [197, 1317, 393, 1333]
directory-entry: — H., Fuhrm., Elbstr. 57, Hths., ✉ 8 [847, 1279, 1041, 1295]
directory-entry: Stübe, L. J. H., Erben, Adr.Steinstrasse, Posthof 69, ✉ 1 [197, 259, 494, 274]
directory-entry: — Wwe. R., Gärtnerstr. 68b, H. 2, ✉ 30 [197, 1809, 409, 1825]
directory-entry: — J., Lehrer, Quickbornstr. 48, ✉ 30 [847, 1809, 1043, 1825]
directory-entry: — Jac., Maschinenstricker, Kantstr. 31, H. 2, ✉ 23 [1172, 1166, 1440, 1182]
directory-entry: Stückstock, K., Anberg 8, ✉ 11 [522, 466, 688, 482]
directory-entry: — E. H. L., Privatier, BCto: Deutsche B. Fil. Hbg., Schürbeckerstr. 8, ✉ 24 [1172, 712, 1442, 747]
directory-entry: Stürcke, Wilh., Zig.-Arbtr., Oberaltenallee 76 H. 3, ✉ 22 [847, 1487, 1147, 1503]
directory-entry: — Ad., Maler, Elebeken 12, ✉ 39 [197, 448, 376, 464]
directory-entry: — Frau Th., Weissw., Holstenstr. 9 [197, 277, 382, 293]
directory-entry: ⊙ M. Albert F. Stühmer, IR, Fabr. pharm. Präparate, BCto: Nordd. B. u. Postscheck 2520, Bst: Pf. 25a, ☎ I, 8665, Carolinenstr. 2, ✉ 6, Inh: Robert Stahl [522, 1393, 833, 1447]
directory-entry: Stürzebecher, E., Wagenmstr., Dorotheenstrasse 116, ✉ 38 [1172, 561, 1482, 577]
directory-entry: — Franz, Bäcker, Vorsetzen 10, H. 7, ✉ 9 [1172, 1147, 1394, 1163]
directory-entry: Stübing, Carl, I/Fa A. Bestelmeyer, Borgeschstrasse 41, ✉ 5 [197, 1695, 505, 1730]
directory-entry: — Alb., Milchhdlg., Mattentwiete 6, ✉ 8 [1172, 410, 1390, 426]
footer-separator-1: ⊙ [626, 1949, 649, 1979]
directory-entry: — J. C., Schneidermstr., BCto: Volksb., Rathausstr. 2, ✉ 1, Wohn: Elise Averdieckstr. 23, ✉ 25 [197, 1053, 496, 1087]
directory-entry: — A. W. K., Bote, Amandastr. 58, ✉ 6 [847, 1166, 1052, 1182]
